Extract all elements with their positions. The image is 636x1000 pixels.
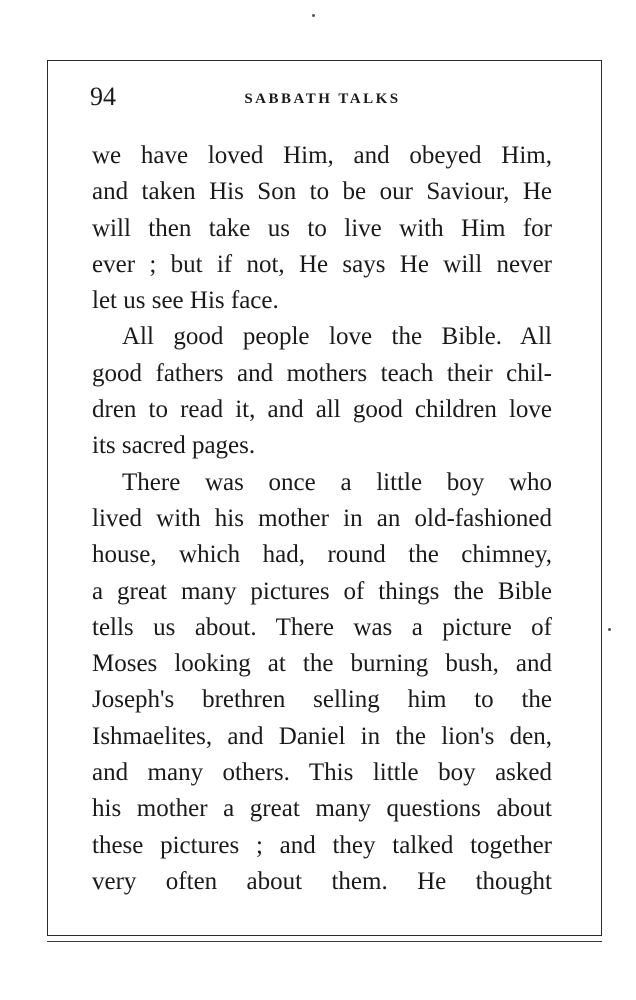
text-line: dren to read it, and all good children love — [92, 396, 552, 424]
bottom-rule — [47, 941, 602, 942]
text-line: There was once a little boy who — [122, 468, 552, 496]
print-speck — [312, 14, 315, 17]
text-line: lived with his mother in an old-fashioned — [92, 504, 552, 532]
page-header — [90, 80, 555, 114]
text-line: these pictures ; and they talked together — [92, 831, 552, 859]
text-line: and taken His Son to be our Saviour, He — [92, 178, 552, 206]
text-line: ever ; but if not, He says He will never — [92, 250, 552, 278]
text-line: its sacred pages. — [92, 432, 256, 460]
paragraph — [92, 138, 552, 319]
text-line: we have loved Him, and obeyed Him, — [92, 142, 552, 169]
paragraph — [92, 465, 552, 901]
text-line: Moses looking at the burning bush, and — [92, 650, 552, 678]
text-line: Ishmaelites, and Daniel in the lion's den, — [92, 722, 552, 750]
text-line: tells us about. There was a picture of — [92, 613, 552, 641]
page-number: 94 — [90, 82, 116, 111]
text-line: let us see His face. — [92, 287, 279, 315]
text-line: will then take us to live with Him for — [92, 214, 552, 242]
text-line: very often about them. He thought — [92, 867, 552, 895]
body-text — [92, 138, 552, 900]
text-line: house, which had, round the chimney, — [92, 541, 552, 569]
text-line: good fathers and mothers teach their chil- — [92, 359, 552, 387]
text-line: All good people love the Bible. All — [122, 323, 552, 351]
running-title: SABBATH TALKS — [244, 91, 401, 107]
paragraph — [92, 319, 552, 464]
text-line: his mother a great many questions about — [92, 795, 552, 823]
print-speck — [608, 628, 611, 631]
text-line: a great many pictures of things the Bible — [92, 577, 552, 605]
text-line: Joseph's brethren selling him to the — [92, 686, 552, 714]
text-line: and many others. This little boy asked — [92, 759, 552, 787]
